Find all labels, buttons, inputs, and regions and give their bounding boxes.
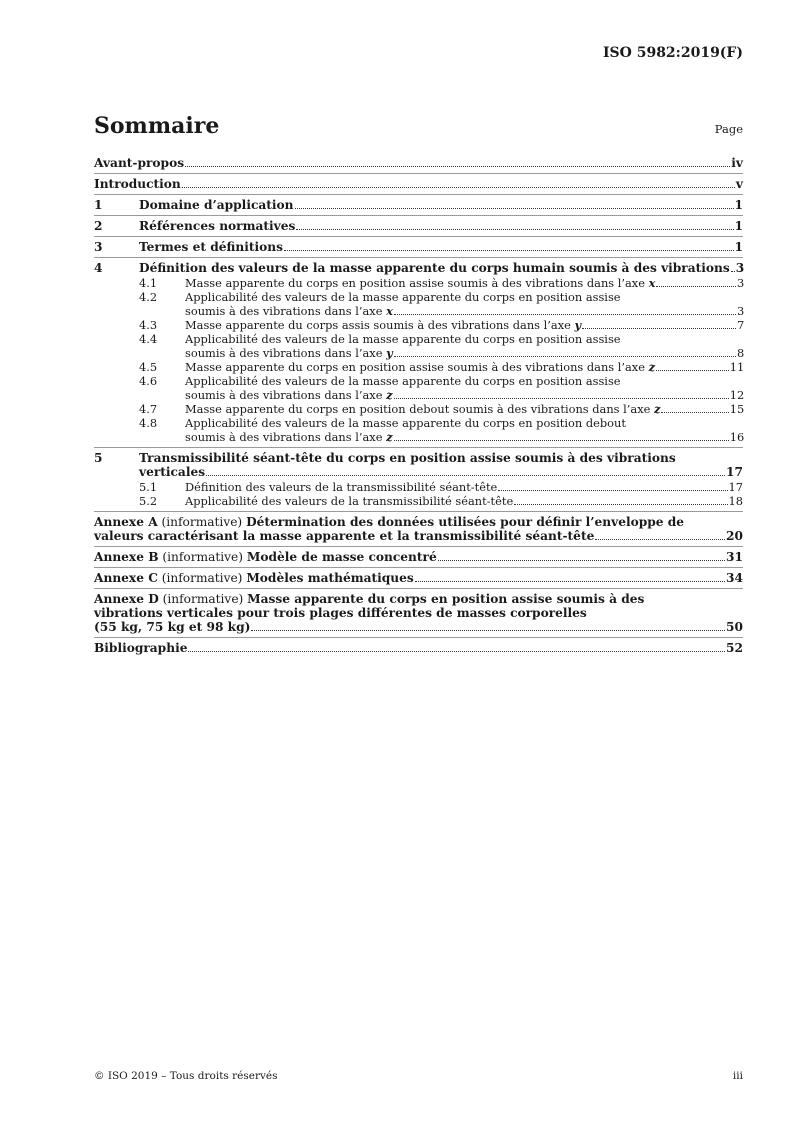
toc-subentry[interactable] bbox=[139, 494, 743, 508]
toc-subentry-number: 4.1 bbox=[139, 276, 158, 290]
toc-subentry[interactable] bbox=[139, 416, 744, 444]
toc-line bbox=[139, 198, 743, 212]
toc-page-number: 1 bbox=[734, 198, 743, 212]
toc-entry[interactable] bbox=[94, 547, 743, 568]
toc-line bbox=[94, 606, 743, 620]
toc-page-number: 3 bbox=[736, 304, 745, 318]
toc-entry-body bbox=[139, 451, 743, 508]
toc-entry-text: Annexe D (informative) Masse apparente du corps en position assise soumis à des bbox=[94, 592, 645, 606]
toc-entry[interactable] bbox=[94, 237, 743, 258]
toc-entry-text: Annexe A (informative) Détermination des données utilisées pour définir l’enveloppe de bbox=[94, 515, 685, 529]
toc-entry-text: Définition des valeurs de la transmissibilité séant-tête bbox=[185, 480, 498, 494]
annex-informative: (informative) bbox=[157, 515, 247, 529]
dot-leader bbox=[206, 475, 725, 476]
toc-entry-text: soumis à des vibrations dans l’axe x bbox=[185, 304, 393, 318]
toc-entry-text: soumis à des vibrations dans l’axe z bbox=[185, 430, 393, 444]
toc-subentry-number: 4.2 bbox=[139, 290, 158, 304]
dot-leader bbox=[188, 651, 725, 652]
toc-entry-number: 5 bbox=[94, 451, 103, 465]
axis-label: z bbox=[386, 388, 393, 402]
toc-line bbox=[185, 416, 744, 430]
dot-leader bbox=[656, 286, 736, 287]
toc-entry[interactable] bbox=[94, 216, 743, 237]
page-title: Sommaire bbox=[94, 113, 220, 139]
dot-leader bbox=[661, 412, 728, 413]
toc-subentry[interactable] bbox=[139, 290, 744, 318]
toc-entry-text: Applicabilité des valeurs de la masse apparente du corps en position assise bbox=[185, 290, 621, 304]
toc-subentry[interactable] bbox=[139, 276, 744, 290]
table-of-contents bbox=[94, 153, 743, 658]
toc-entry[interactable] bbox=[94, 258, 743, 448]
toc-subentry-body bbox=[185, 318, 744, 332]
toc-subentry-number: 5.1 bbox=[139, 480, 158, 494]
toc-subentry-number: 5.2 bbox=[139, 494, 158, 508]
toc-subentry-body bbox=[185, 480, 743, 494]
toc-page-number: 3 bbox=[735, 261, 745, 275]
toc-subentry-body bbox=[185, 332, 744, 360]
toc-subentry-number: 4.4 bbox=[139, 332, 158, 346]
copyright: © ISO 2019 – Tous droits réservés bbox=[94, 1070, 278, 1082]
document-code: ISO 5982:2019(F) bbox=[602, 45, 743, 61]
toc-subentry-number: 4.3 bbox=[139, 318, 158, 332]
dot-leader bbox=[295, 208, 734, 209]
toc-entry[interactable] bbox=[94, 448, 743, 512]
toc-page-number: 1 bbox=[734, 219, 743, 233]
toc-entry[interactable] bbox=[94, 638, 743, 658]
toc-subentries bbox=[139, 479, 743, 508]
dot-leader bbox=[394, 314, 736, 315]
dot-leader bbox=[394, 356, 736, 357]
toc-entry[interactable] bbox=[94, 195, 743, 216]
toc-entry-text: Masse apparente du corps en position assise soumis à des vibrations dans l’axe z bbox=[185, 360, 656, 374]
dot-leader bbox=[394, 440, 729, 441]
axis-label: z bbox=[653, 402, 661, 416]
toc-entry-text: Avant-propos bbox=[94, 156, 185, 170]
toc-subentry-body bbox=[185, 374, 744, 402]
toc-entry[interactable] bbox=[94, 568, 743, 589]
toc-page-number: v bbox=[735, 177, 743, 191]
toc-subentry-number: 4.6 bbox=[139, 374, 158, 388]
toc-entry-text: verticales bbox=[139, 465, 206, 479]
toc-entry-text: soumis à des vibrations dans l’axe z bbox=[185, 388, 393, 402]
toc-page-number: 15 bbox=[729, 402, 745, 416]
toc-entry-body bbox=[139, 198, 743, 212]
toc-page-number: 50 bbox=[726, 620, 743, 634]
toc-page-number: 8 bbox=[736, 346, 745, 360]
toc-page-number: 12 bbox=[729, 388, 745, 402]
toc-line bbox=[185, 360, 744, 374]
footer bbox=[94, 1070, 743, 1082]
annex-label: Annexe A bbox=[94, 515, 158, 529]
toc-line bbox=[139, 465, 743, 479]
annex-informative: (informative) bbox=[158, 592, 248, 606]
toc-entry-text: Définition des valeurs de la masse apparente du corps humain soumis à des vibrations bbox=[139, 261, 730, 275]
dot-leader bbox=[438, 560, 725, 561]
toc-entry-text: Masse apparente du corps en position assise soumis à des vibrations dans l’axe x bbox=[185, 276, 656, 290]
toc-entry-text: soumis à des vibrations dans l’axe y bbox=[185, 346, 393, 360]
toc-page-number: 3 bbox=[736, 276, 745, 290]
toc-entry-text: Introduction bbox=[94, 177, 181, 191]
axis-label: z bbox=[648, 360, 656, 374]
toc-subentry-body bbox=[185, 290, 744, 318]
toc-page-number: 17 bbox=[728, 480, 743, 494]
toc-line bbox=[94, 529, 743, 543]
toc-subentries bbox=[139, 275, 744, 444]
toc-entry-text: Termes et définitions bbox=[139, 240, 283, 254]
toc-entry-number: 2 bbox=[94, 219, 103, 233]
annex-label: Annexe D bbox=[94, 592, 159, 606]
axis-label: y bbox=[386, 346, 393, 360]
toc-subentry[interactable] bbox=[139, 332, 744, 360]
toc-page-number: 20 bbox=[726, 529, 743, 543]
toc-line bbox=[94, 641, 743, 655]
toc-subentry-body bbox=[185, 360, 744, 374]
annex-informative: (informative) bbox=[158, 550, 247, 564]
dot-leader bbox=[656, 370, 729, 371]
toc-line bbox=[185, 346, 744, 360]
toc-subentry[interactable] bbox=[139, 480, 743, 494]
toc-line bbox=[185, 318, 744, 332]
dot-leader bbox=[296, 229, 733, 230]
toc-page-number: 18 bbox=[728, 494, 743, 508]
toc-line bbox=[94, 515, 743, 529]
dot-leader bbox=[498, 490, 727, 491]
toc-entry[interactable] bbox=[94, 174, 743, 195]
toc-line bbox=[94, 620, 743, 634]
toc-entry-body bbox=[139, 219, 743, 233]
toc-line bbox=[185, 402, 744, 416]
toc-entry-text: Masse apparente du corps assis soumis à des vibrations dans l’axe y bbox=[185, 318, 582, 332]
toc-entry-body bbox=[94, 177, 743, 191]
toc-line bbox=[185, 304, 744, 318]
toc-entry-text: Bibliographie bbox=[94, 641, 188, 655]
toc-entry-text: Annexe C (informative) Modèles mathématiques bbox=[94, 571, 414, 585]
toc-entry[interactable] bbox=[94, 153, 743, 174]
toc-entry-body bbox=[94, 156, 743, 170]
toc-entry-body bbox=[94, 515, 743, 543]
axis-label: x bbox=[386, 304, 393, 318]
toc-subentry[interactable] bbox=[139, 360, 744, 374]
toc-entry-text: Applicabilité des valeurs de la transmissibilité séant-tête bbox=[185, 494, 514, 508]
toc-line bbox=[139, 451, 743, 465]
toc-entry-text: Annexe B (informative) Modèle de masse concentré bbox=[94, 550, 437, 564]
axis-label: x bbox=[648, 276, 656, 290]
toc-line bbox=[94, 571, 743, 585]
axis-label: y bbox=[574, 318, 582, 332]
toc-subentry-number: 4.7 bbox=[139, 402, 158, 416]
toc-entry-body bbox=[139, 261, 744, 444]
toc-line bbox=[185, 480, 743, 494]
toc-entry-text: Applicabilité des valeurs de la masse apparente du corps en position assise bbox=[185, 332, 621, 346]
toc-entry-text: Applicabilité des valeurs de la masse apparente du corps en position debout bbox=[185, 416, 626, 430]
toc-subentry-body bbox=[185, 276, 744, 290]
toc-line bbox=[139, 240, 743, 254]
page-number: iii bbox=[732, 1070, 743, 1082]
annex-label: Annexe B bbox=[94, 550, 159, 564]
toc-entry-body bbox=[94, 592, 743, 634]
toc-line bbox=[185, 290, 744, 304]
toc-page-number: 7 bbox=[736, 318, 745, 332]
toc-subentry-body bbox=[185, 494, 743, 508]
toc-line bbox=[185, 494, 743, 508]
toc-line bbox=[94, 156, 743, 170]
toc-line bbox=[185, 374, 744, 388]
toc-subentry-number: 4.5 bbox=[139, 360, 158, 374]
toc-entry-body bbox=[139, 240, 743, 254]
toc-entry-text: (55 kg, 75 kg et 98 kg) bbox=[94, 620, 251, 634]
toc-page-number: 1 bbox=[734, 240, 743, 254]
toc-line bbox=[94, 177, 743, 191]
toc-page-number: 17 bbox=[726, 465, 743, 479]
toc-line bbox=[185, 388, 744, 402]
toc-entry-text: Masse apparente du corps en position debout soumis à des vibrations dans l’axe z bbox=[185, 402, 661, 416]
dot-leader bbox=[595, 539, 725, 540]
axis-label: z bbox=[386, 430, 393, 444]
toc-page-number: 31 bbox=[726, 550, 743, 564]
toc-page-number: 52 bbox=[726, 641, 743, 655]
toc-line bbox=[139, 261, 744, 275]
toc-entry[interactable] bbox=[94, 512, 743, 547]
toc-entry-number: 4 bbox=[94, 261, 103, 275]
toc-line bbox=[94, 550, 743, 564]
toc-subentry-body bbox=[185, 416, 744, 444]
dot-leader bbox=[284, 250, 734, 251]
toc-entry-text: Références normatives bbox=[139, 219, 296, 233]
dot-leader bbox=[251, 630, 725, 631]
toc-line bbox=[139, 219, 743, 233]
toc-page-number: 16 bbox=[729, 430, 745, 444]
dot-leader bbox=[514, 504, 727, 505]
annex-informative: (informative) bbox=[157, 571, 247, 585]
toc-page-number: iv bbox=[731, 156, 743, 170]
dot-leader bbox=[415, 581, 725, 582]
toc-entry-text: Domaine d’application bbox=[139, 198, 294, 212]
annex-label: Annexe C bbox=[94, 571, 158, 585]
toc-line bbox=[185, 332, 744, 346]
toc-entry-number: 1 bbox=[94, 198, 103, 212]
toc-subentry[interactable] bbox=[139, 318, 744, 332]
toc-entry[interactable] bbox=[94, 589, 743, 638]
toc-entry-body bbox=[94, 571, 743, 585]
page-column-label: Page bbox=[714, 122, 743, 136]
toc-subentry[interactable] bbox=[139, 374, 744, 402]
dot-leader bbox=[185, 166, 730, 167]
toc-entry-body bbox=[94, 550, 743, 564]
dot-leader bbox=[394, 398, 729, 399]
toc-entry-text: Transmissibilité séant-tête du corps en position assise soumis à des vibrations bbox=[139, 451, 676, 465]
toc-line bbox=[185, 430, 744, 444]
dot-leader bbox=[731, 271, 735, 272]
toc-page-number: 34 bbox=[726, 571, 743, 585]
toc-subentry-body bbox=[185, 402, 744, 416]
toc-entry-body bbox=[94, 641, 743, 655]
toc-subentry-number: 4.8 bbox=[139, 416, 158, 430]
toc-line bbox=[185, 276, 744, 290]
dot-leader bbox=[182, 187, 735, 188]
toc-subentry[interactable] bbox=[139, 402, 744, 416]
toc-page-number: 11 bbox=[729, 360, 745, 374]
dot-leader bbox=[582, 328, 736, 329]
toc-entry-text: vibrations verticales pour trois plages différentes de masses corporelles bbox=[94, 606, 587, 620]
title-row bbox=[94, 113, 743, 139]
toc-entry-text: Applicabilité des valeurs de la masse apparente du corps en position assise bbox=[185, 374, 621, 388]
toc-line bbox=[94, 592, 743, 606]
toc-entry-text: valeurs caractérisant la masse apparente et la transmissibilité séant-tête bbox=[94, 529, 595, 543]
toc-entry-number: 3 bbox=[94, 240, 103, 254]
